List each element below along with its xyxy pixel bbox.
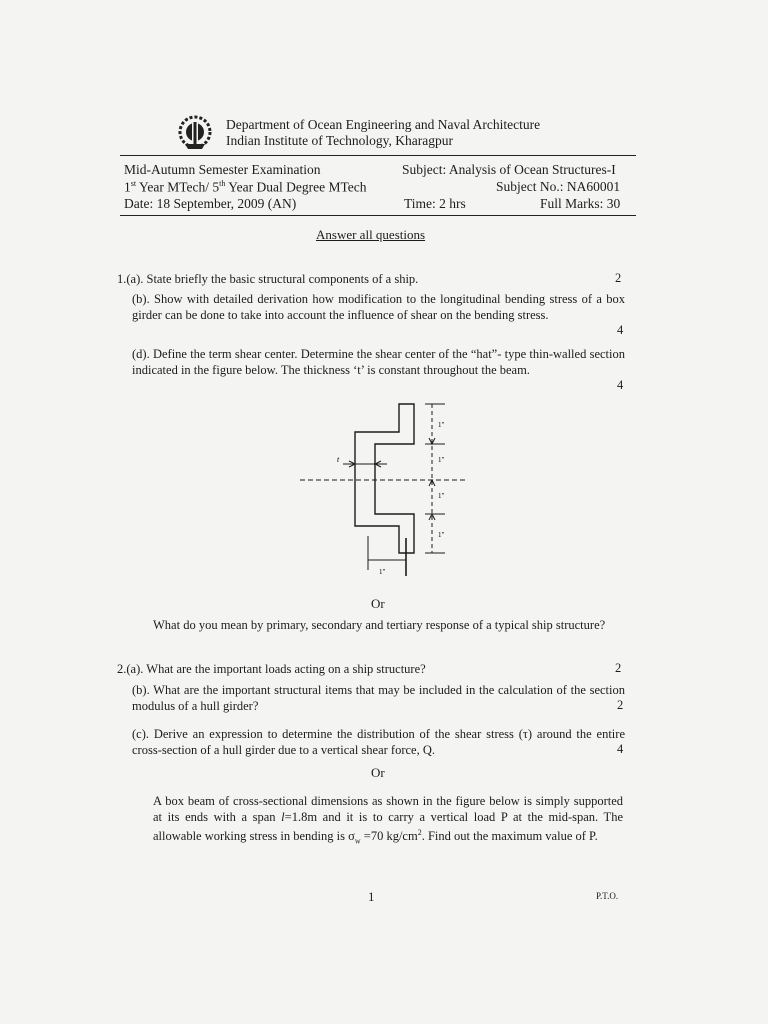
question-2-alternative: A box beam of cross-sectional dimensions as shown in the figure below is simply supported at its ends with a span l=1.8m and it is to carry a vertical load P at the mid-span. The allowable working stress in bending is $\sigma_w =70$ $kg/cm^2$. Find out the maximum value of P.: [153, 794, 623, 846]
question-1b: (b). Show with detailed derivation how modification to the longitudinal bending stress of a box girder can be done to take into account the influence of shear on the bending stress.: [132, 292, 625, 322]
hat-section-figure: [295, 398, 465, 583]
institute-logo: [175, 112, 215, 152]
dim-label-2: 1": [438, 456, 445, 464]
question-2c-marks: 4: [617, 742, 624, 756]
exam-date: Date: 18 September, 2009 (AN): [124, 196, 297, 211]
header-top-rule: [120, 155, 636, 156]
dim-label-3: 1": [438, 492, 445, 500]
bottom-dim-label: 1": [379, 568, 386, 576]
question-1d: (d). Define the term shear center. Determine the shear center of the “hat”- type thin-walled section indicated in the figure below. The thickness ‘t’ is constant throughout the beam.: [132, 347, 625, 377]
exam-time: Time: 2 hrs: [404, 196, 466, 211]
exam-name: Mid-Autumn Semester Examination: [124, 162, 321, 177]
question-2b-marks: 2: [617, 698, 624, 712]
hat-section-outline: [355, 404, 414, 553]
instruction: Answer all questions: [316, 227, 426, 242]
header-bottom-rule: [120, 215, 636, 216]
dim-label-4: 1": [438, 531, 445, 539]
pto-label: P.T.O.: [596, 891, 619, 901]
thickness-label: t: [337, 455, 340, 464]
question-1a-marks: 2: [615, 271, 622, 285]
full-marks: Full Marks: 30: [540, 196, 621, 211]
department-name: Department of Ocean Engineering and Naval Architecture: [226, 117, 541, 132]
question-2b: (b). What are the important structural items that may be included in the calculation of the section modulus of a hull girder?: [132, 683, 625, 713]
question-2a-marks: 2: [615, 661, 622, 675]
programme: 1st Year MTech/ 5th Year Dual Degree MTech: [124, 179, 367, 195]
question-2c: (c). Derive an expression to determine the distribution of the shear stress (τ) around the entire cross-section of a hull girder due to a vertical shear force, Q.: [132, 727, 625, 757]
question-1a: 1.(a). State briefly the basic structural components of a ship.: [117, 272, 419, 286]
question-1d-marks: 4: [617, 378, 624, 392]
subject: Subject: Analysis of Ocean Structures-I: [402, 162, 616, 177]
question-2a: 2.(a). What are the important loads acting on a ship structure?: [117, 662, 426, 676]
subject-number: Subject No.: NA60001: [496, 179, 621, 194]
dim-label-1: 1": [438, 421, 445, 429]
institute-name: Indian Institute of Technology, Kharagpur: [226, 133, 453, 148]
question-1b-marks: 4: [617, 323, 624, 337]
question-1-alternative: What do you mean by primary, secondary and tertiary response of a typical ship structure?: [153, 618, 606, 632]
question-2-or: Or: [371, 765, 385, 780]
question-1-or: Or: [371, 596, 385, 611]
page-number: 1: [368, 889, 375, 904]
